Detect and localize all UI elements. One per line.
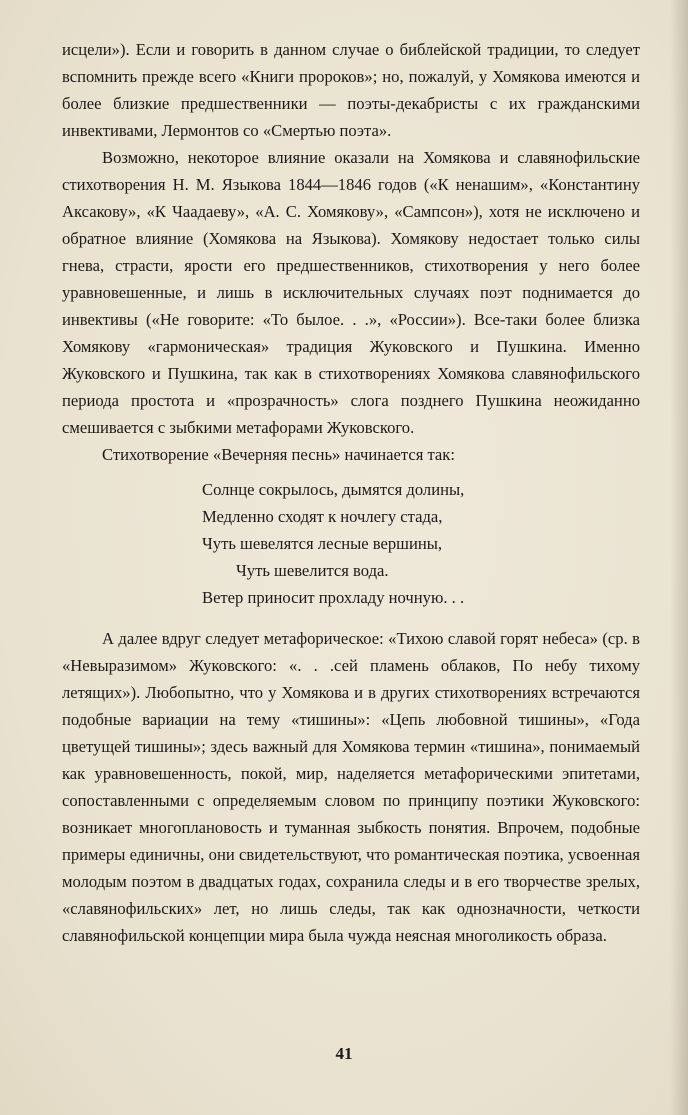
- page-number: 41: [335, 1044, 353, 1063]
- poem-line: Ветер приносит прохладу ночную. . .: [202, 588, 465, 607]
- paragraph-metaphor: А далее вдруг следует метафорическое: «Тихою славой горят небеса» (ср. в «Невыразимом» Жуковского: «. . .сей пламень облаков, По небу тихому летящих»). Любопытно, что у Хомякова и в других стихотворениях встречаются подобные вариации на тему «тишины»: «Цепь любовной тишины», «Года цветущей тишины»; здесь важный для Хомякова термин «тишина», понимаемый как уравновешенность, покой, мир, наделяется метафорическими эпитетами, сопоставленными с определяемым словом по принципу поэтики Жуковского: возникает многоплановость и туманная зыбкость понятия. Впрочем, подобные примеры единичны, они свидетельствуют, что романтическая поэтика, усвоенная молодым поэтом в двадцатых годах, сохранила следы и в его творчестве зрелых, «славянофильских» лет, но лишь следы, так как однозначности, четкости славянофильской концепции мира была чужда неясная многоликость образа.: [62, 629, 640, 945]
- poem-quote: [202, 476, 640, 611]
- page-edge-shadow: [670, 0, 688, 1115]
- poem-line: Чуть шевелится вода.: [236, 561, 389, 580]
- paragraph-continuation: исцели»). Если и говорить в данном случае о библейской традиции, то следует вспомнить прежде всего «Книги пророков»; но, пожалуй, у Хомякова имеются и более близкие предшественники — поэты-декабристы с их гражданскими инвективами, Лермонтов со «Смертью поэта».: [62, 40, 640, 140]
- poem-line: Медленно сходят к ночлегу стада,: [202, 507, 443, 526]
- paragraph-influence: Возможно, некоторое влияние оказали на Хомякова и славянофильские стихотворения Н. М. Языкова 1844—1846 годов («К ненашим», «Константину Аксакову», «К Чаадаеву», «А. С. Хомякову», «Сампсон»), хотя не исключено и обратное влияние (Хомякова на Языкова). Хомякову недостает только силы гнева, страсти, ярости его предшественников, стихотворения у него более уравновешенные, и лишь в исключительных случаях поэт поднимается до инвективы («Не говорите: «То былое. . .», «России»). Все-таки более близка Хомякову «гармоническая» традиция Жуковского и Пушкина. Именно Жуковского и Пушкина, так как в стихотворениях Хомякова славянофильского периода простота и «прозрачность» слога позднего Пушкина неожиданно смешивается с зыбкими метафорами Жуковского.: [62, 148, 640, 437]
- poem-line: Солнце сокрылось, дымятся долины,: [202, 480, 465, 499]
- body-text: [62, 36, 640, 949]
- poem-introduction: Стихотворение «Вечерняя песнь» начинается так:: [102, 445, 455, 464]
- poem-line: Чуть шевелятся лесные вершины,: [202, 534, 443, 553]
